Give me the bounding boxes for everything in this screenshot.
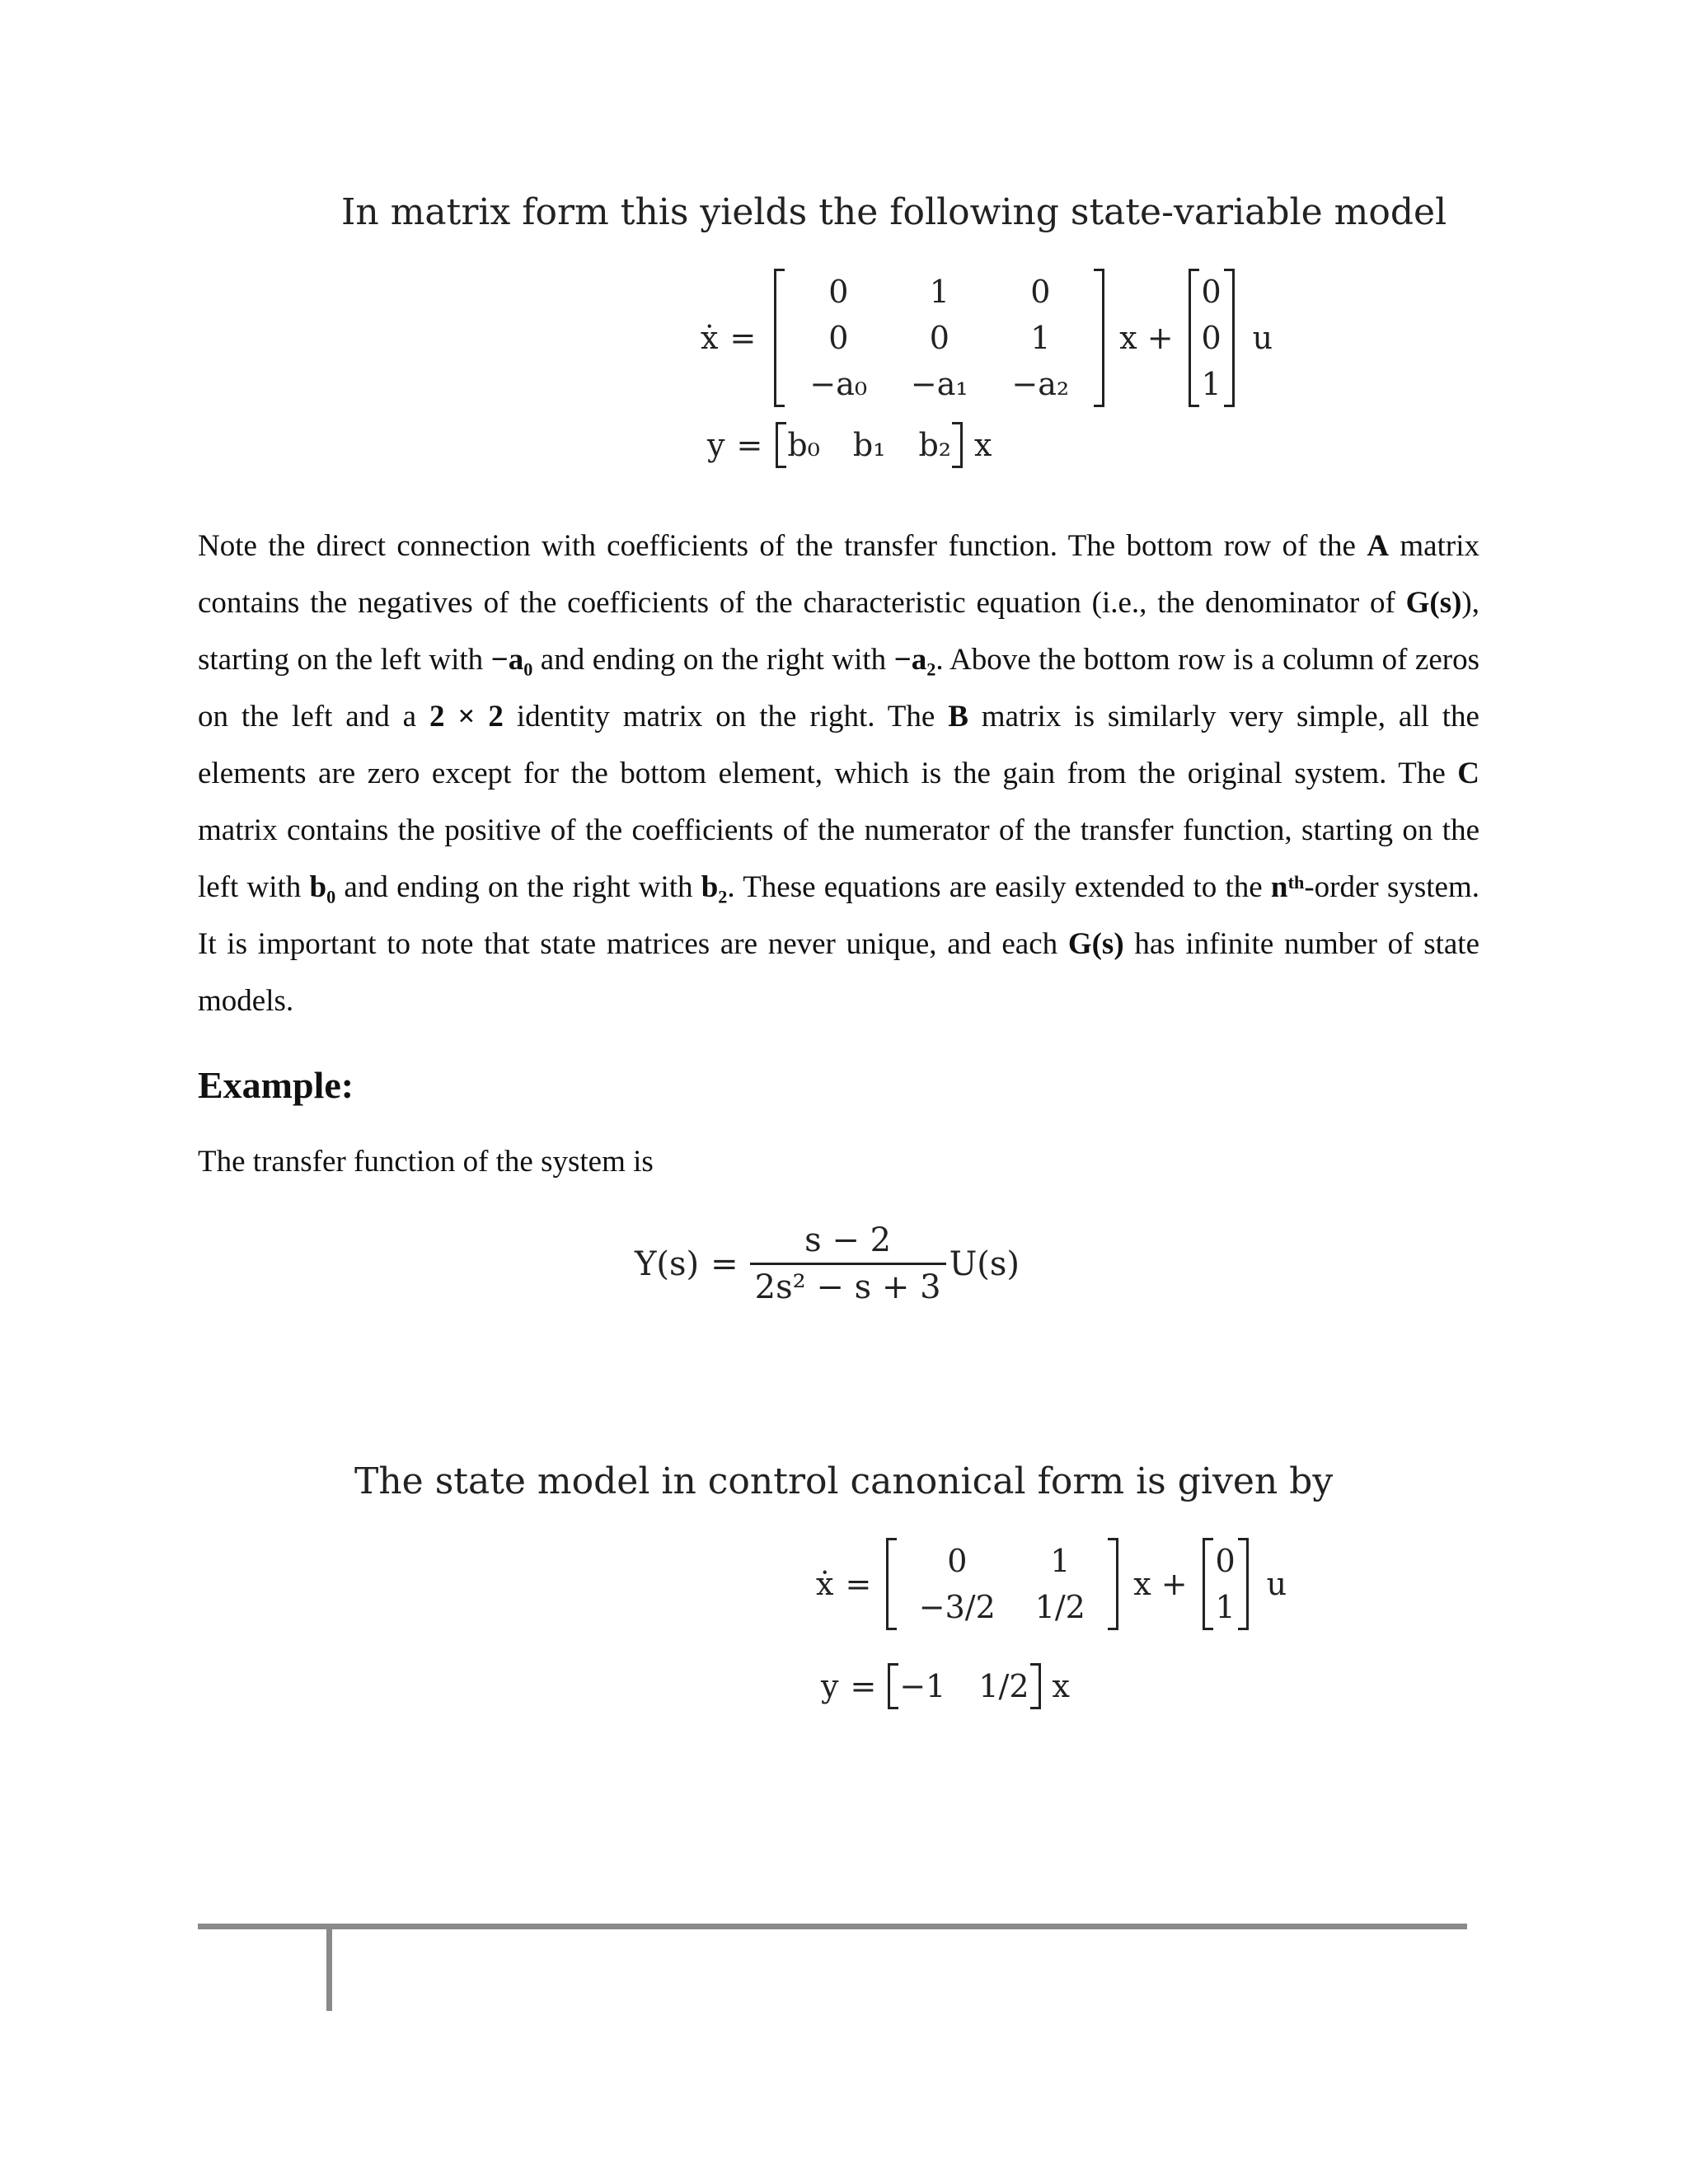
matrix-cell: b₂ xyxy=(918,427,951,463)
text-run: . Above the bottom row is a column of zeros on the left and a xyxy=(198,643,1479,733)
fraction xyxy=(750,1221,946,1306)
matrix-cell: 0 xyxy=(1201,274,1221,310)
bold-term: A xyxy=(1367,529,1390,563)
explanation-paragraph xyxy=(198,518,1479,1029)
matrix-cell: 1 xyxy=(1050,1543,1071,1579)
denominator: 2s² − s + 3 xyxy=(750,1263,946,1306)
text-run: -order system. It is important to note that state matrices are never unique, and each xyxy=(198,870,1479,961)
example-title: Example: xyxy=(198,1064,354,1106)
text-run: matrix contains the positive of the coefficients of the numerator of the transfer function, starting on the left with xyxy=(198,813,1479,904)
text-run: Note the direct connection with coefficients of the transfer function. The bottom row of the xyxy=(198,529,1367,563)
text-run: and ending on the right with xyxy=(532,643,894,677)
matrix-a xyxy=(774,269,1104,407)
example-intro: The transfer function of the system is xyxy=(198,1145,654,1179)
canonical-state-equation xyxy=(816,1538,1287,1630)
matrix-cell: 0 xyxy=(1201,320,1221,356)
matrix-c xyxy=(776,422,963,468)
text-run: identity matrix on the right. The xyxy=(503,700,949,733)
matrix-c xyxy=(888,1663,1040,1709)
matrix-cell: −a₂ xyxy=(1011,366,1070,402)
xdot-symbol: ẋ xyxy=(701,320,719,356)
xdot-symbol: ẋ xyxy=(816,1566,834,1602)
equals-sign: = xyxy=(729,320,757,356)
matrix-cell: −3/2 xyxy=(918,1589,996,1625)
x-plus: x + xyxy=(1119,320,1174,356)
input-u: u xyxy=(1252,320,1273,356)
matrix-cell: 0 xyxy=(828,320,849,356)
bold-term: B xyxy=(948,700,968,733)
x-symbol: x xyxy=(974,427,992,463)
x-plus: x + xyxy=(1133,1566,1188,1602)
output-equation xyxy=(707,422,992,468)
matrix-cell: 1/2 xyxy=(1034,1589,1085,1625)
footer-tick xyxy=(326,1924,332,2011)
matrix-b xyxy=(1203,1538,1249,1630)
matrix-a xyxy=(886,1538,1118,1630)
bold-term: C xyxy=(1457,757,1479,790)
text-run: matrix contains the negatives of the coefficients of the characteristic equation (i.e., the denominator of xyxy=(198,529,1479,620)
bold-term: G(s) xyxy=(1067,927,1124,961)
bold-term: G(s) xyxy=(1405,586,1462,620)
matrix-cell: 1 xyxy=(1215,1589,1236,1625)
text-run: . These equations are easily extended to the xyxy=(727,870,1271,904)
rhs-Us: U(s) xyxy=(949,1244,1020,1283)
input-u: u xyxy=(1266,1566,1287,1602)
matrix-cell: 1 xyxy=(1030,320,1051,356)
section-heading: In matrix form this yields the following state-variable model xyxy=(341,191,1447,233)
matrix-cell: b₀ xyxy=(787,427,820,463)
matrix-cell: 0 xyxy=(929,320,950,356)
transfer-function xyxy=(635,1221,1020,1306)
x-symbol: x xyxy=(1052,1668,1070,1704)
equals-sign: = xyxy=(736,427,763,463)
footer-rule xyxy=(198,1924,1467,1929)
bold-term: nᵗʰ xyxy=(1270,870,1305,904)
text-run: matrix is similarly very simple, all the elements are zero except for the bottom element, which is the gain from the original system. The xyxy=(198,700,1479,790)
matrix-cell: −a₀ xyxy=(809,366,868,402)
bold-term: 2 × 2 xyxy=(429,700,504,733)
text-run: ), starting on the left with xyxy=(198,586,1479,677)
bold-term: b₂ xyxy=(701,870,728,904)
y-symbol: y xyxy=(707,427,725,463)
matrix-cell: 1/2 xyxy=(978,1668,1029,1704)
matrix-b xyxy=(1189,269,1235,407)
matrix-cell: 0 xyxy=(828,274,849,310)
bold-term: −a₂ xyxy=(893,643,936,677)
section-heading-2: The state model in control canonical form is given by xyxy=(354,1460,1334,1502)
lhs-Ys: Y(s) xyxy=(635,1244,700,1283)
bold-term: −a₀ xyxy=(490,643,533,677)
numerator: s − 2 xyxy=(804,1221,892,1259)
text-run: and ending on the right with xyxy=(335,870,701,904)
matrix-cell: 1 xyxy=(1201,366,1221,402)
matrix-cell: −a₁ xyxy=(910,366,968,402)
matrix-cell: 0 xyxy=(947,1543,968,1579)
matrix-cell: 1 xyxy=(929,274,950,310)
matrix-cell: 0 xyxy=(1215,1543,1236,1579)
canonical-output-equation xyxy=(821,1663,1070,1709)
bold-term: b₀ xyxy=(309,870,336,904)
state-equation xyxy=(701,269,1273,407)
y-symbol: y xyxy=(821,1668,839,1704)
matrix-cell: 0 xyxy=(1030,274,1051,310)
equals-sign: = xyxy=(710,1244,738,1283)
matrix-cell: −1 xyxy=(899,1668,946,1704)
text-run: has infinite number of state models. xyxy=(198,927,1479,1018)
matrix-cell: b₁ xyxy=(852,427,886,463)
equals-sign: = xyxy=(850,1668,877,1704)
equals-sign: = xyxy=(845,1566,872,1602)
